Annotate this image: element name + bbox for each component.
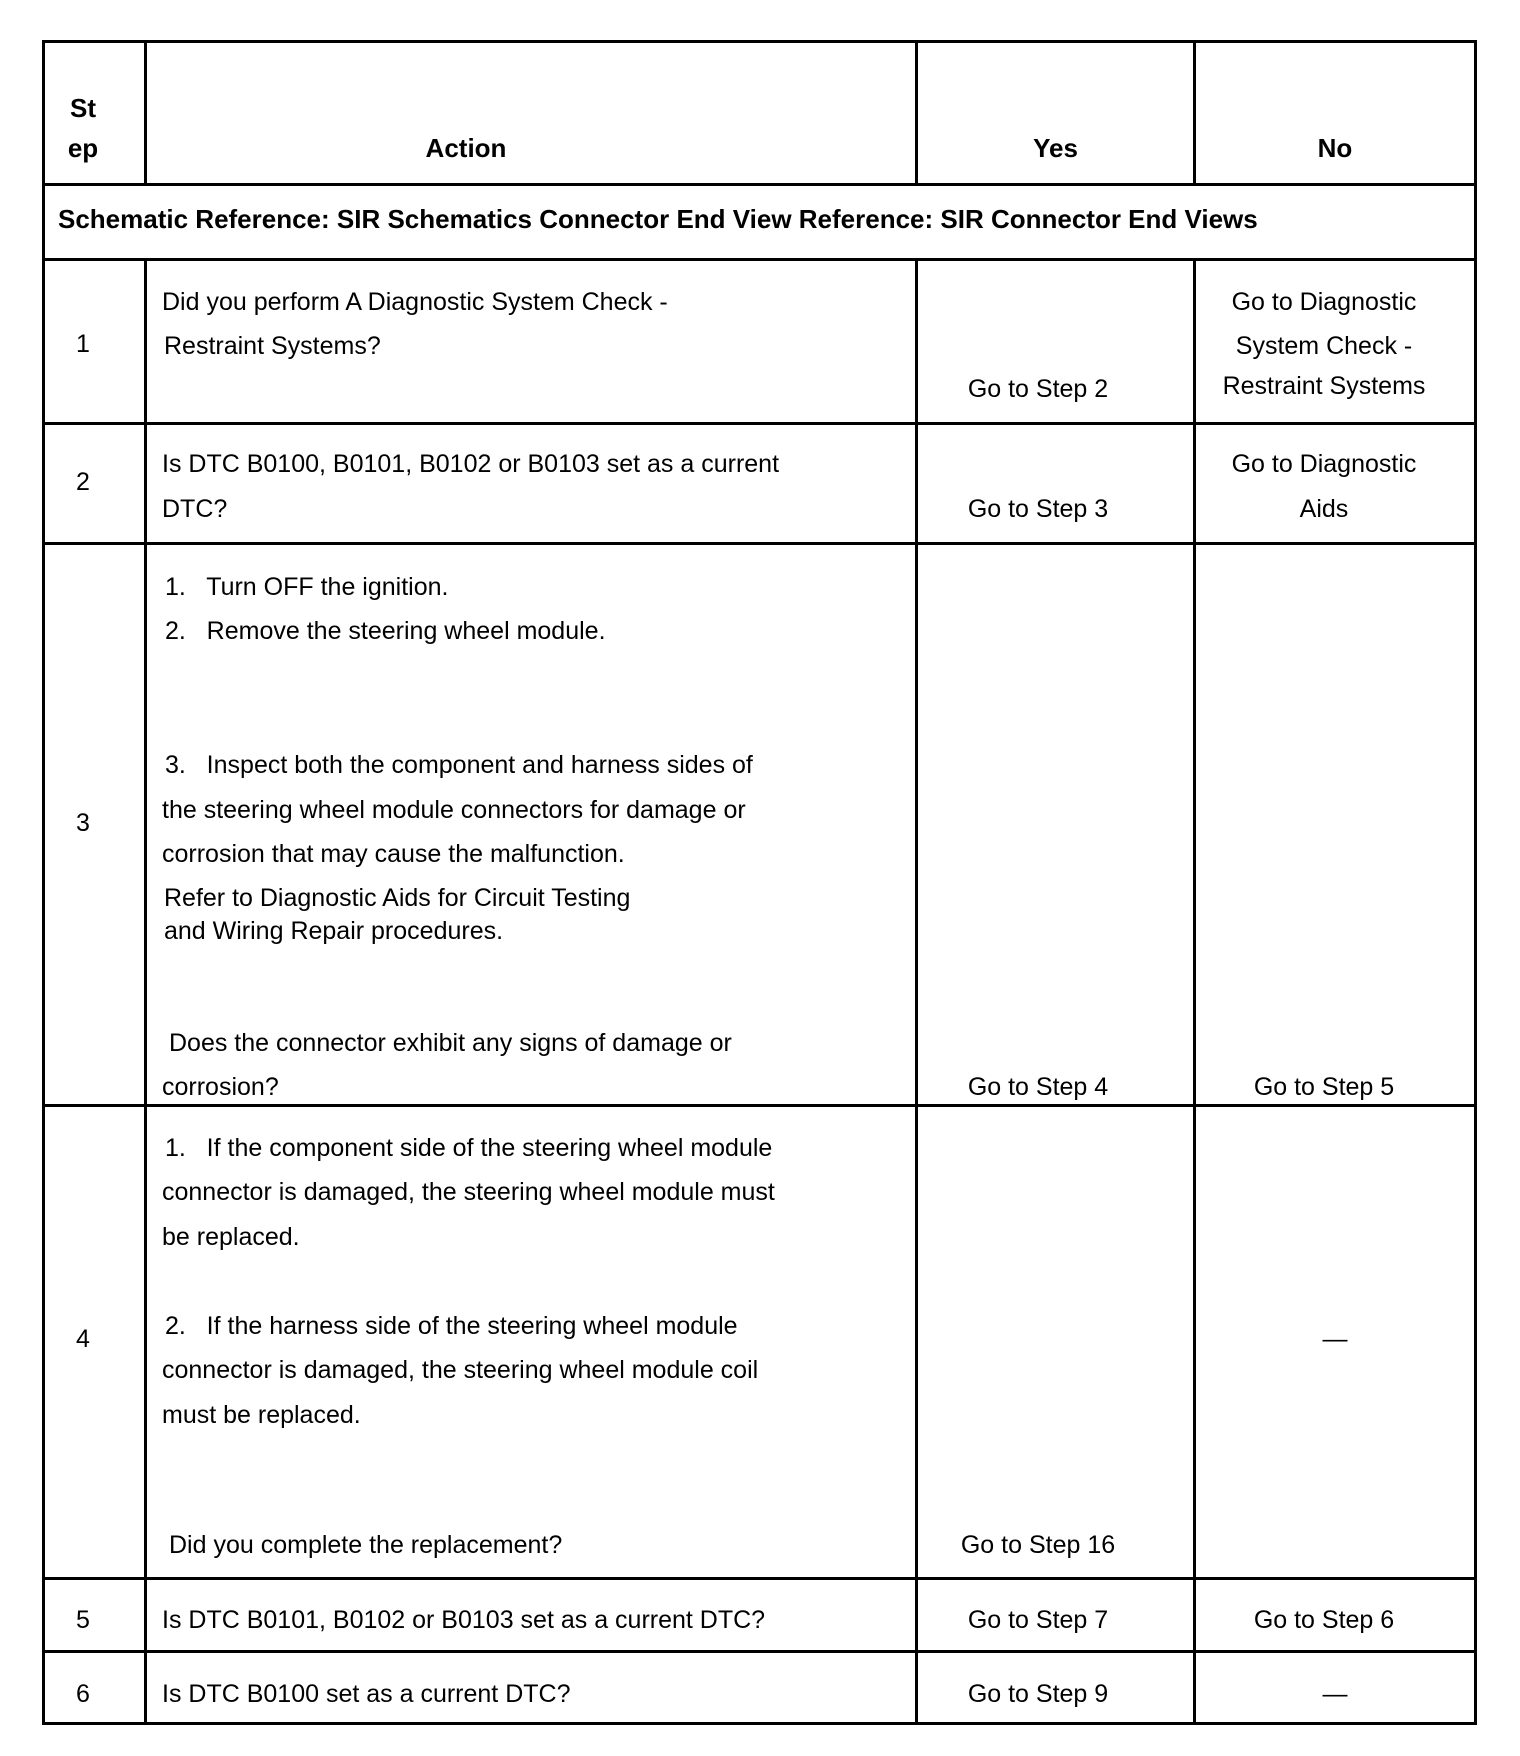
- row-divider: [42, 183, 1477, 186]
- action-text: the steering wheel module connectors for damage or: [162, 796, 746, 824]
- no-value: —: [1322, 1680, 1348, 1708]
- yes-link[interactable]: Go to Step 9: [967, 1680, 1109, 1708]
- yes-link[interactable]: Go to Step 7: [967, 1606, 1109, 1634]
- yes-link[interactable]: Go to Step 2: [967, 375, 1109, 403]
- row-divider: [42, 542, 1477, 545]
- column-divider: [144, 258, 147, 1724]
- row-divider: [42, 1650, 1477, 1653]
- row-divider: [42, 422, 1477, 425]
- header-action: Action: [425, 133, 507, 163]
- step-number: 5: [76, 1606, 90, 1634]
- action-text: Is DTC B0100, B0101, B0102 or B0103 set as a current: [162, 450, 780, 478]
- action-text: 1. Turn OFF the ignition.: [165, 573, 449, 601]
- yes-link[interactable]: Go to Step 4: [967, 1073, 1109, 1101]
- no-link[interactable]: System Check -: [1235, 332, 1413, 360]
- action-text: Is DTC B0101, B0102 or B0103 set as a current DTC?: [162, 1606, 766, 1634]
- table-border-right: [1474, 40, 1477, 1725]
- column-divider: [144, 40, 147, 185]
- step-number: 4: [76, 1325, 90, 1353]
- table-border-bottom: [42, 1722, 1477, 1725]
- action-text: 3. Inspect both the component and harness sides of: [165, 751, 753, 779]
- action-text: 1. If the component side of the steering wheel module: [165, 1134, 773, 1162]
- action-text: Did you perform A Diagnostic System Check -: [162, 288, 668, 316]
- no-link[interactable]: Go to Diagnostic: [1231, 450, 1417, 478]
- action-text: must be replaced.: [162, 1401, 361, 1429]
- step-number: 2: [76, 468, 90, 496]
- no-value: —: [1322, 1325, 1348, 1353]
- table-border-left: [42, 40, 45, 1725]
- action-text: connector is damaged, the steering wheel module coil: [162, 1356, 759, 1384]
- action-text: connector is damaged, the steering wheel module must: [162, 1178, 775, 1206]
- header-no: No: [1317, 133, 1353, 163]
- header-step-line-1: St: [70, 93, 96, 123]
- step-number: 3: [76, 809, 90, 837]
- step-number: 1: [76, 330, 90, 358]
- row-divider: [42, 258, 1477, 261]
- row-divider: [42, 1577, 1477, 1580]
- action-text: Did you complete the replacement?: [169, 1531, 563, 1559]
- action-text: corrosion that may cause the malfunction.: [162, 840, 625, 868]
- table-border-top: [42, 40, 1477, 43]
- no-link[interactable]: Go to Step 6: [1253, 1606, 1395, 1634]
- action-text: 2. Remove the steering wheel module.: [165, 617, 606, 645]
- action-text: Restraint Systems?: [164, 332, 381, 360]
- action-text: corrosion?: [162, 1073, 279, 1101]
- no-link[interactable]: Aids: [1299, 495, 1349, 523]
- action-text: Refer to Diagnostic Aids for Circuit Testing: [164, 884, 631, 912]
- action-text: DTC?: [162, 495, 228, 523]
- action-text: and Wiring Repair procedures.: [164, 917, 504, 945]
- diagnostic-table: [42, 40, 1477, 1725]
- header-yes: Yes: [1033, 133, 1078, 163]
- column-divider: [1193, 40, 1196, 185]
- yes-link[interactable]: Go to Step 16: [960, 1531, 1116, 1559]
- schematic-reference-row: Schematic Reference: SIR Schematics Connector End View Reference: SIR Connector End Views: [58, 204, 1258, 234]
- action-text: Does the connector exhibit any signs of damage or: [169, 1029, 732, 1057]
- action-text: Is DTC B0100 set as a current DTC?: [162, 1680, 571, 1708]
- header-step-line-2: ep: [67, 133, 99, 163]
- column-divider: [915, 40, 918, 185]
- no-link[interactable]: Go to Step 5: [1253, 1073, 1395, 1101]
- action-text: 2. If the harness side of the steering wheel module: [165, 1312, 738, 1340]
- no-link[interactable]: Go to Diagnostic: [1231, 288, 1417, 316]
- no-link[interactable]: Restraint Systems: [1222, 372, 1426, 400]
- yes-link[interactable]: Go to Step 3: [967, 495, 1109, 523]
- column-divider: [915, 258, 918, 1724]
- step-number: 6: [76, 1680, 90, 1708]
- action-text: be replaced.: [162, 1223, 300, 1251]
